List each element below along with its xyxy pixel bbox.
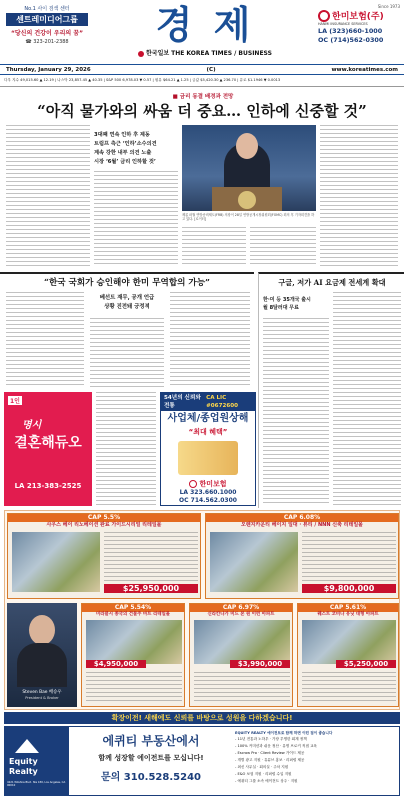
listing-card[interactable]	[189, 603, 293, 707]
listing-photo	[194, 620, 290, 664]
publisher-line	[120, 48, 290, 60]
story-2-headline: “한국 국회가 승인해야 한미 무역합의 가능”	[44, 278, 210, 288]
listing-price: $25,950,000	[104, 584, 198, 593]
realty-list-title: EQUITY REALTY 에이전트로 함께 하면 이런 점이 좋습니다	[235, 731, 333, 735]
equity-brand: Equity Realty	[9, 757, 38, 776]
equity-logo-block	[5, 727, 69, 795]
listing-card[interactable]	[81, 603, 185, 707]
listing-card[interactable]	[297, 603, 399, 707]
wedding-title: 결혼해듀오	[14, 435, 82, 451]
agent-title: President & Broker	[25, 696, 59, 700]
list-item: - 100% 커미션과 쉬운 정산 · 유명 브로커 직접 교육	[235, 744, 318, 748]
masthead-right-ad	[318, 4, 400, 60]
right-ad-phone-la: LA (323)660-1000	[318, 27, 383, 35]
section-title: 경 제	[155, 3, 255, 47]
ad-business-insurance[interactable]	[160, 392, 256, 506]
biz-logo-icon	[189, 480, 197, 488]
biz-phone-la: LA 323.660.1000	[179, 489, 237, 496]
kicker-text: 금리 동결 배경과 전망	[179, 94, 234, 100]
equity-address: 4221 Wilshire Blvd. Ste 430, Los Angeles, CA 90010	[7, 781, 66, 788]
speaker-face	[236, 133, 258, 159]
realty-title: 에퀴티 부동산에서	[102, 734, 200, 748]
listing-price: $3,990,000	[230, 660, 290, 668]
listing-card[interactable]	[205, 513, 399, 599]
listing-price: $5,250,000	[336, 660, 396, 668]
masthead-left-ad	[6, 6, 88, 58]
masthead	[0, 0, 404, 64]
listing-cap: CAP 6.08%	[206, 514, 398, 522]
story-3-col-1	[263, 318, 329, 506]
publisher-name: 한국일보	[146, 50, 170, 57]
market-ticker: 다우 지수 49,015.60 ▲ 12.19 | 나스닥 23,857.45 ▲ 40.35 | S&P 500 6,978.03 ▼ 0.57 | 원유 $64.21 ▲ 1.25 | 금값 $5,420.30 ▲ 236.70 | 유로 $1.1946 ▼ 0.0013	[4, 78, 281, 82]
listing-photo	[86, 620, 182, 664]
story-3	[258, 272, 404, 508]
right-ad-brand: 한미보험(주)	[332, 12, 384, 22]
powell-photo	[182, 125, 316, 211]
listing-cap: CAP 5.54%	[82, 604, 184, 612]
biz-top	[161, 393, 255, 411]
story-2-col-1	[6, 292, 84, 388]
list-item: - 에퀴티 그룹 소속 에이전트 상주 · 지원	[235, 779, 298, 783]
agent-name: Steven Bae 배승우	[22, 690, 62, 695]
right-ad-phone-oc: OC (714)562-0300	[318, 36, 384, 44]
list-item: - Escrow Pro · Client Review 가이드 제공	[235, 751, 305, 755]
subheads-col	[94, 131, 178, 167]
biz-sub: “최대 혜택”	[188, 428, 228, 436]
wedding-prefix: 명시	[22, 420, 42, 431]
listing-title: 사우스 베이 리노베이션 완료 가이드시리얼 리테일몰	[46, 522, 162, 528]
right-ad-since: Since 1973	[377, 4, 400, 9]
listing-title: 미라클시 종국의 건물주 마트 리테일몰	[96, 612, 170, 617]
listings-ad	[4, 510, 400, 710]
kicker-bullet-icon: ■	[172, 94, 180, 100]
subhead-3: 계속 강한 내부 의견 노출	[94, 150, 152, 156]
listing-title: 웨스트 코비나 유닛 대형 아파트	[317, 612, 379, 617]
right-ad-brand-en: HANMI INSURANCE SERVICES	[318, 22, 368, 26]
list-item: - 11년 전통과 노하우 · 가장 투명한 회계 정책	[235, 737, 307, 741]
biz-lic: CA LIC #0672600	[206, 395, 239, 409]
story-2	[0, 272, 254, 388]
story-3-subheads	[263, 296, 327, 312]
realty-benefits	[235, 730, 397, 785]
equity-logo-icon	[15, 739, 39, 753]
photo-caption: 제롬 파월 연방준비제도(FRB) 의장이 28일 연방공개시장위원회(FOMC) 회의 후 기자회견을 하고 있다. [로이터]	[182, 213, 315, 221]
body-col-4	[250, 227, 316, 267]
publisher-logo-icon	[138, 51, 144, 57]
subhead-1: 3대째 연속 인하 후 제동	[94, 132, 150, 138]
biz-brand-text: 한미보험	[199, 480, 227, 488]
main-story	[0, 86, 404, 270]
hanmi-logo-icon	[318, 10, 330, 22]
dateline-date: Thursday, January 29, 2026	[6, 66, 91, 73]
biz-brand	[161, 479, 255, 489]
body-col-2	[94, 171, 178, 267]
subhead-2: 트럼프 측근 ‘인하’소수의견	[94, 141, 157, 147]
fed-seal-icon	[238, 191, 256, 209]
story-2b	[96, 392, 156, 506]
dateline-page: (C)	[206, 66, 216, 73]
left-ad-phone: ☎ 323-201-2388	[25, 39, 69, 45]
listing-price: $4,950,000	[86, 660, 146, 668]
biz-phone-oc: OC 714.562.0300	[179, 497, 237, 504]
list-item: - 개별 광고 지원 · 유튜브 홍보 · 리퍼럴 제공	[235, 758, 305, 762]
ad-wedding[interactable]	[4, 392, 92, 506]
wedding-phone: LA 213-383-2525	[14, 482, 82, 490]
left-ad-tag: No.1 사이 검색 센터	[24, 6, 70, 12]
publisher-name-en: THE KOREA TIMES / BUSINESS	[171, 50, 272, 57]
dateline-bar	[0, 64, 404, 75]
story-2-subhead-1: 베선트 재무, 공개 언급	[99, 295, 155, 301]
listing-photo	[210, 532, 298, 592]
realty-banner: 확장이전! 새해에도 신뢰를 바탕으로 성원을 다하겠습니다!	[4, 712, 400, 724]
agent-photo	[7, 603, 77, 707]
story-3-subhead-1: 한·미 등 35개국 출시	[263, 297, 311, 303]
story-2-subheads	[90, 294, 164, 312]
body-col-5	[320, 125, 398, 267]
listing-cap: CAP 5.5%	[8, 514, 200, 522]
left-ad-brand: 센트레미디어그룹	[6, 13, 88, 26]
listing-photo	[12, 532, 100, 592]
listing-photo	[302, 620, 396, 664]
list-item: - E&O 보험 지원 · 리퍼럴 수입 지원	[235, 772, 292, 776]
listing-title: 오렌지카운티 베이지 일대 · 뷰티 / NNN 신축 리테일몰	[241, 522, 363, 528]
dateline-site: www.koreatimes.com	[331, 66, 398, 73]
left-ad-slogan: “당신의 건강이 우리의 꿈”	[10, 30, 84, 37]
listing-card[interactable]	[7, 513, 201, 599]
listing-title: 신라칸나가 미드 본 원 이런 아파트	[207, 612, 275, 617]
agent-body	[17, 643, 67, 687]
realty-sub: 함께 성장할 에이전트를 모십니다!	[98, 754, 204, 762]
ad-equity-realty[interactable]	[4, 726, 400, 796]
story-kicker	[148, 92, 258, 100]
story-3-col-2	[333, 292, 401, 506]
main-headline: “아직 물가와의 싸움 더 중요… 인하에 신중할 것”	[37, 102, 367, 120]
wedding-tag: 1인	[10, 398, 20, 405]
listing-cap: CAP 6.97%	[190, 604, 292, 612]
biz-title: 사업체/종업원상해	[167, 413, 249, 424]
story-3-subhead-2: 월 8달러대 무료	[263, 305, 299, 311]
story-3-headline: 구글, 저가 AI 요금제 전세계 확대	[278, 278, 386, 287]
story-2-subhead-2: 상황 진전돼 긍정적	[104, 304, 150, 310]
body-col-3	[182, 227, 246, 267]
realty-phone: 문의 310.528.5240	[101, 772, 201, 783]
story-2-col-3	[170, 292, 250, 388]
body-col-1	[6, 125, 90, 267]
biz-top-text: 54년의 신뢰와 전통	[164, 395, 201, 409]
subhead-4: 시장 ‘6월’ 금리 인하할 것’	[94, 159, 156, 165]
listing-price: $9,800,000	[302, 584, 396, 593]
biz-illustration	[178, 441, 238, 475]
agent-face	[29, 615, 55, 645]
list-item: - 최신 사무실 · 회의실 · 주차 지원	[235, 765, 289, 769]
listing-cap: CAP 5.61%	[298, 604, 398, 612]
story-2-col-2	[90, 318, 164, 388]
